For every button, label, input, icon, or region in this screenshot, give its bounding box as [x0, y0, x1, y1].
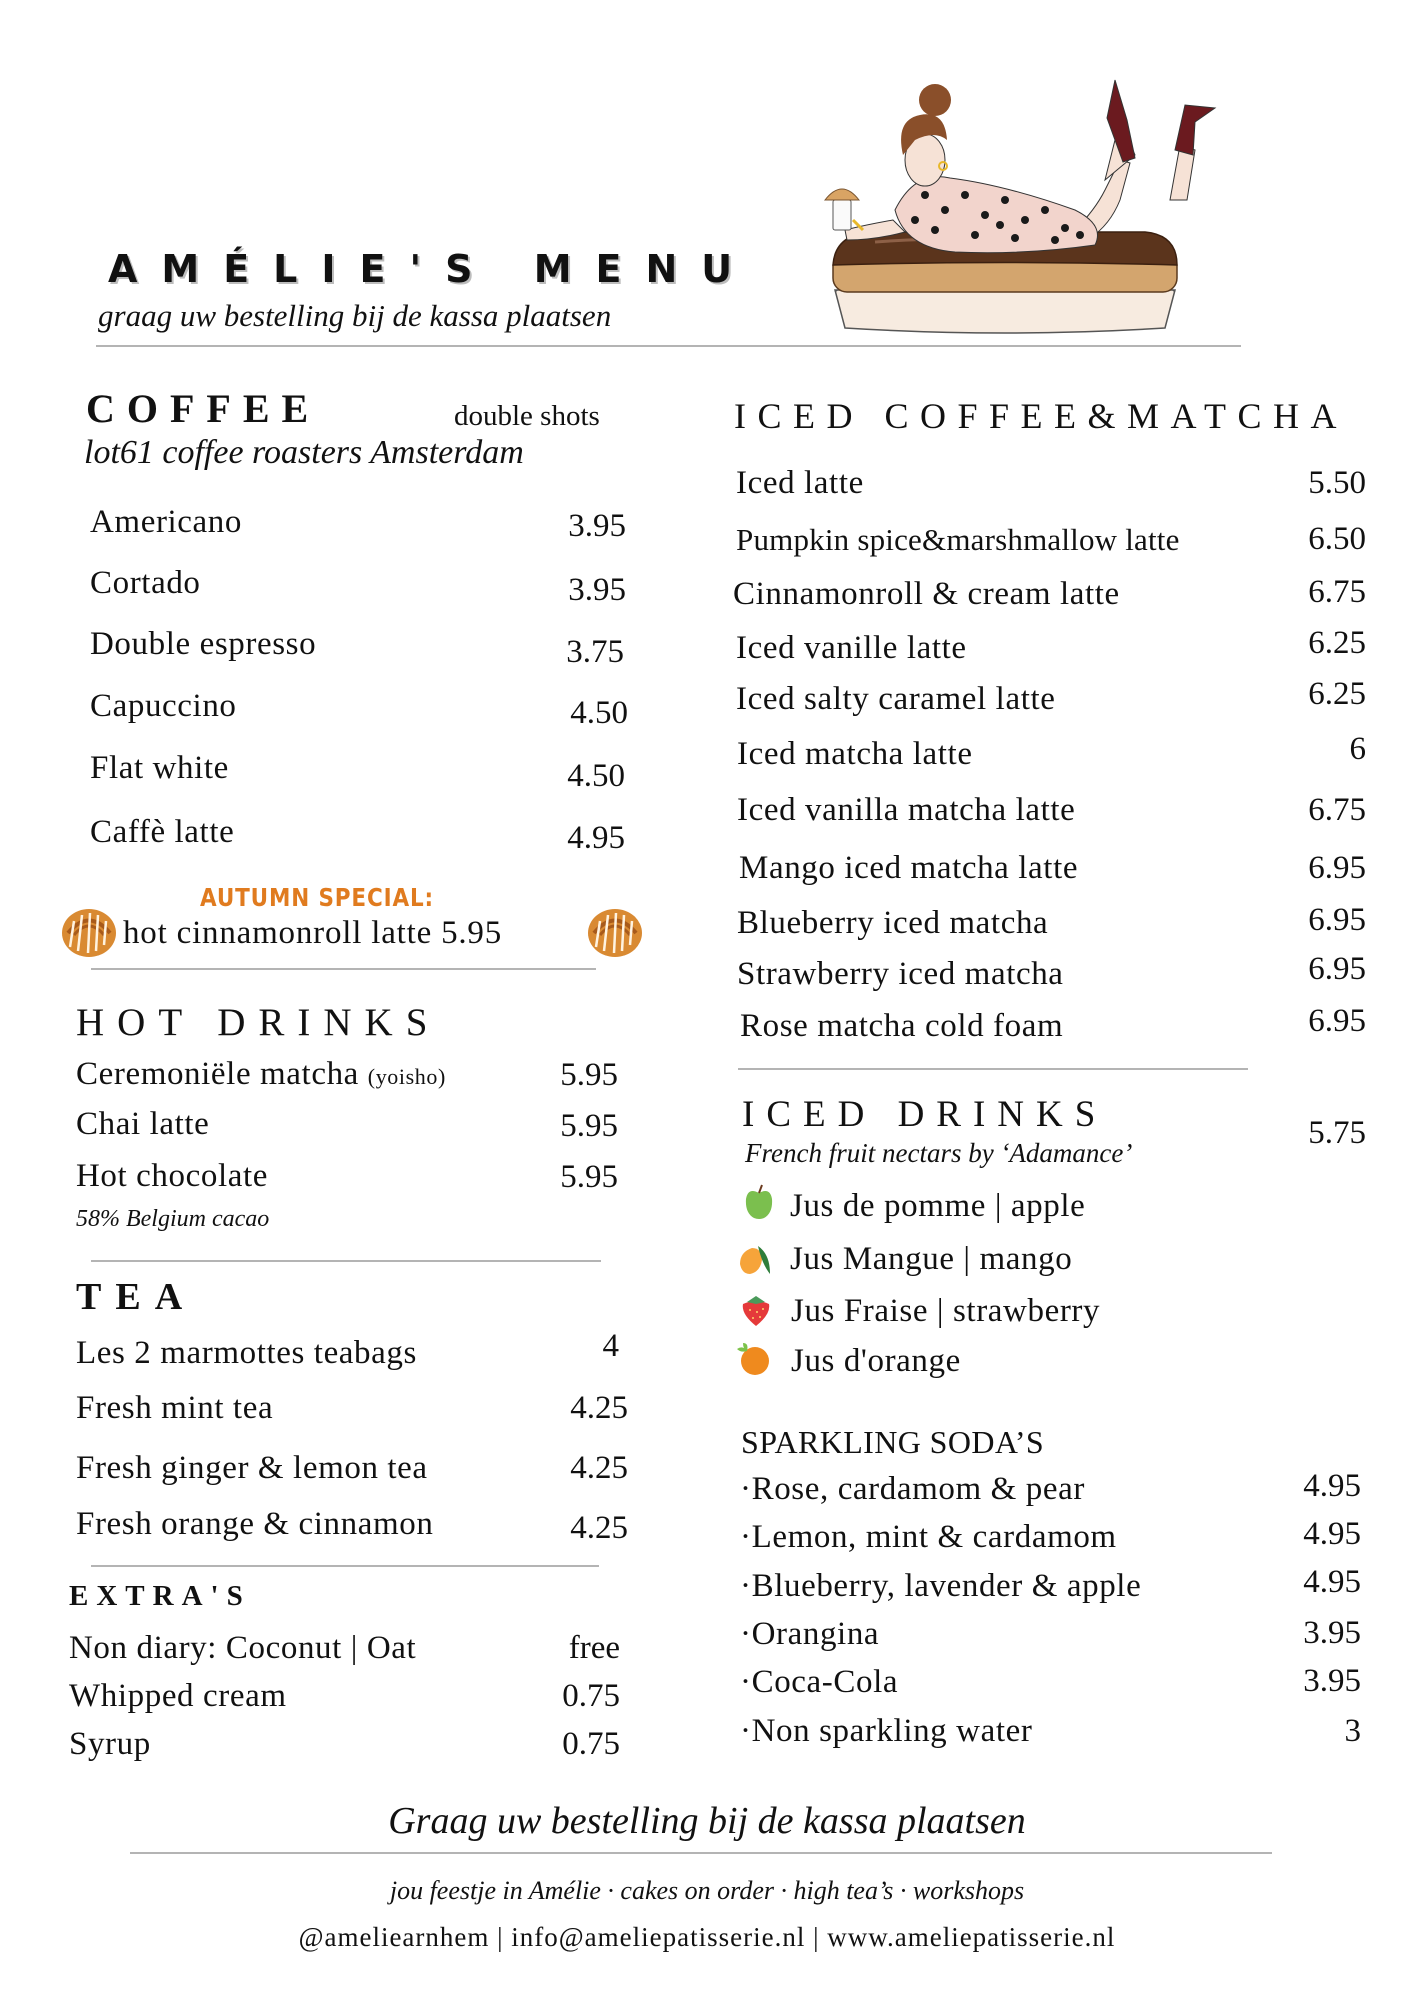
- menu-item-price: 3.95: [1303, 1663, 1361, 1699]
- section-heading-sparkling-sodas: SPARKLING SODA’S: [741, 1424, 1045, 1460]
- menu-item-name: Iced matcha latte: [737, 736, 973, 772]
- menu-title: AMÉLIE'S MENU: [108, 247, 757, 291]
- menu-item-name: Whipped cream: [69, 1678, 287, 1714]
- menu-item-price: 3.95: [1303, 1615, 1361, 1651]
- menu-item-name: Strawberry iced matcha: [737, 956, 1064, 992]
- section-divider: [91, 968, 596, 970]
- menu-item-price: 6.95: [1308, 1003, 1366, 1039]
- menu-item-price: 4.95: [567, 820, 625, 856]
- menu-item-name: Iced salty caramel latte: [736, 681, 1056, 717]
- menu-item-price: 4.25: [570, 1510, 628, 1546]
- menu-item-price: 4.95: [1303, 1516, 1361, 1552]
- menu-item-name: ·Coca-Cola: [740, 1664, 899, 1700]
- menu-item-name: ·Blueberry, lavender & apple: [740, 1568, 1142, 1604]
- menu-item-name: Cinnamonroll & cream latte: [733, 576, 1120, 612]
- section-divider: [738, 1068, 1248, 1070]
- coffee-subtitle: lot61 coffee roasters Amsterdam: [84, 434, 524, 471]
- menu-item-name: Pumpkin spice&marshmallow latte: [736, 522, 1180, 557]
- menu-item-price: 3.95: [568, 508, 626, 544]
- menu-item-name: [76, 1058, 446, 1091]
- footer-services: jou feestje in Amélie · cakes on order · high tea’s · workshops: [389, 1876, 1025, 1905]
- footer-order-note: Graag uw bestelling bij de kassa plaatsen: [388, 1800, 1026, 1842]
- menu-item-name: Double espresso: [90, 626, 317, 662]
- mango-icon: [736, 1240, 774, 1278]
- menu-item-price: 4.25: [570, 1390, 628, 1426]
- menu-item-name: Blueberry iced matcha: [737, 905, 1049, 941]
- cinnamon-roll-icon: [586, 903, 644, 959]
- menu-item-price: 6.75: [1308, 574, 1366, 610]
- section-divider: [91, 1565, 599, 1567]
- autumn-special-label: AUTUMN SPECIAL:: [200, 883, 434, 912]
- menu-item-name: Fresh ginger & lemon tea: [76, 1450, 428, 1486]
- menu-item-price: 6.75: [1308, 792, 1366, 828]
- menu-item-name: ·Non sparkling water: [740, 1713, 1033, 1749]
- menu-item-price: 4.95: [1303, 1468, 1361, 1504]
- menu-item-name: Fresh orange & cinnamon: [76, 1506, 434, 1542]
- menu-item-name: Cortado: [90, 565, 201, 601]
- green-apple-icon: [740, 1183, 778, 1221]
- section-divider: [91, 1260, 601, 1262]
- footer-divider: [130, 1852, 1272, 1854]
- menu-item-price: 0.75: [562, 1726, 620, 1762]
- menu-item-price: 4.50: [570, 695, 628, 731]
- menu-item-price: 4.50: [567, 758, 625, 794]
- coffee-note: double shots: [454, 400, 600, 432]
- orange-icon: [733, 1339, 771, 1377]
- menu-item-price: 5.50: [1308, 465, 1366, 501]
- menu-item-name: Iced latte: [736, 465, 864, 501]
- menu-item-price: 6.50: [1308, 521, 1366, 557]
- iced-drink-item: Jus d'orange: [791, 1343, 961, 1379]
- iced-drink-item: Jus Mangue | mango: [790, 1241, 1073, 1277]
- menu-item-name: ·Orangina: [740, 1616, 880, 1652]
- menu-item-name: ·Lemon, mint & cardamom: [740, 1519, 1117, 1555]
- section-heading-iced-drinks: ICED DRINKS: [742, 1094, 1108, 1135]
- menu-item-note: (yoisho): [367, 1064, 446, 1089]
- iced-drinks-subtitle: French fruit nectars by ‘Adamance’: [745, 1138, 1133, 1168]
- menu-item-name: ·Rose, cardamom & pear: [740, 1471, 1085, 1507]
- menu-item-price: 4.95: [1303, 1564, 1361, 1600]
- section-heading-hot-drinks: HOT DRINKS: [76, 1001, 441, 1044]
- header-divider: [96, 345, 1241, 347]
- menu-item-price: 4: [602, 1328, 619, 1364]
- menu-item-price: 6.25: [1308, 676, 1366, 712]
- menu-item-price: 3.75: [566, 634, 624, 670]
- footer-contact[interactable]: @ameliearnhem | info@ameliepatisserie.nl | www.ameliepatisserie.nl: [298, 1922, 1116, 1952]
- menu-item-name: Hot chocolate: [76, 1158, 268, 1194]
- cinnamon-roll-icon: [60, 903, 118, 959]
- menu-item-name: Mango iced matcha latte: [739, 850, 1079, 886]
- section-heading-iced-coffee-matcha: ICED COFFEE&MATCHA: [734, 396, 1349, 436]
- menu-item-price: 6.95: [1308, 850, 1366, 886]
- menu-item-price: 6.25: [1308, 625, 1366, 661]
- woman-on-eclair-illustration: [775, 60, 1245, 340]
- menu-item-name: Chai latte: [76, 1106, 210, 1142]
- menu-item-name: Americano: [90, 504, 242, 540]
- strawberry-icon: [737, 1290, 775, 1328]
- menu-item-price: 6.95: [1308, 902, 1366, 938]
- menu-item-name: Les 2 marmottes teabags: [76, 1335, 417, 1371]
- menu-item-price: 3.95: [568, 572, 626, 608]
- menu-item-name: Iced vanille latte: [736, 630, 967, 666]
- menu-item-label: Ceremoniële matcha: [76, 1056, 359, 1092]
- section-heading-extras: EXTRA'S: [69, 1580, 251, 1612]
- iced-drink-item: Jus Fraise | strawberry: [791, 1293, 1101, 1329]
- menu-item-name: Flat white: [90, 750, 229, 786]
- menu-item-name: Non diary: Coconut | Oat: [69, 1630, 417, 1666]
- menu-item-name: Capuccino: [90, 688, 237, 724]
- menu-item-price: 5.95: [560, 1057, 618, 1093]
- iced-drink-item: Jus de pomme | apple: [790, 1188, 1086, 1224]
- menu-item-name: Rose matcha cold foam: [740, 1008, 1064, 1044]
- menu-item-price: 3: [1344, 1713, 1361, 1749]
- menu-item-price: 0.75: [562, 1678, 620, 1714]
- menu-item-price: 6: [1349, 731, 1366, 767]
- menu-item-price: 4.25: [570, 1450, 628, 1486]
- menu-item-price: 5.95: [560, 1159, 618, 1195]
- menu-item-price: free: [568, 1630, 620, 1666]
- section-heading-coffee: COFFEE: [86, 386, 321, 431]
- menu-item-name: Iced vanilla matcha latte: [737, 792, 1076, 828]
- hot-chocolate-footnote: 58% Belgium cacao: [76, 1206, 270, 1232]
- menu-item-name: Syrup: [69, 1726, 151, 1762]
- menu-item-price: 6.95: [1308, 951, 1366, 987]
- menu-item-name: Fresh mint tea: [76, 1390, 274, 1426]
- menu-item-name: Caffè latte: [90, 814, 235, 850]
- iced-drinks-price: 5.75: [1308, 1115, 1366, 1151]
- header-subtitle: graag uw bestelling bij de kassa plaatsen: [98, 298, 612, 333]
- section-heading-tea: TEA: [76, 1276, 197, 1318]
- menu-item-price: 5.95: [560, 1108, 618, 1144]
- autumn-special-text: hot cinnamonroll latte 5.95: [123, 915, 503, 951]
